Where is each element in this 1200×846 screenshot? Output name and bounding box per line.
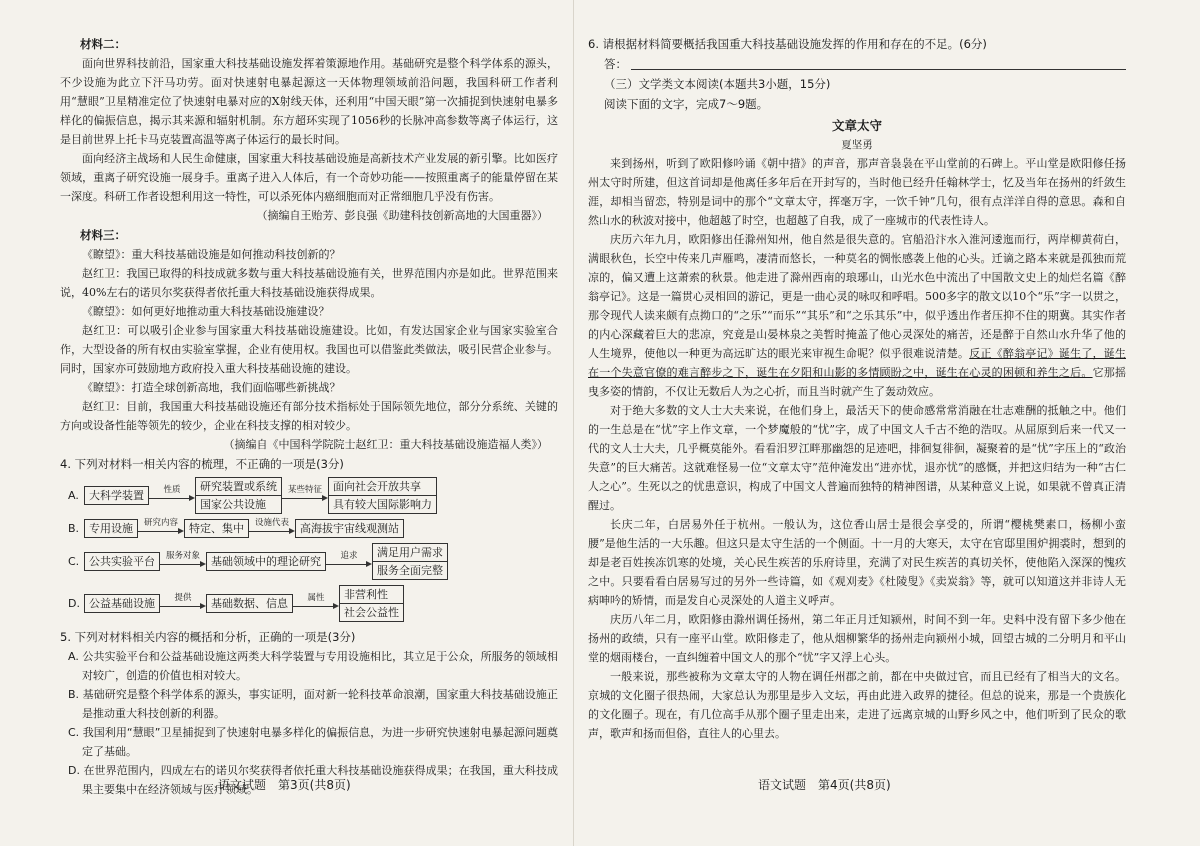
flow-box: 基础数据、信息 xyxy=(206,594,293,613)
q4-option-d xyxy=(68,585,558,622)
reading-instruction: 阅读下面的文字，完成7～9题。 xyxy=(604,97,769,111)
material-3-heading: 材料三： xyxy=(80,228,126,242)
paragraph-text: 它那摇曳多姿的情韵，不仅让无数后人为之心折，而且当时就产生了轰动效应。 xyxy=(588,366,1127,398)
answer-line xyxy=(631,68,1126,70)
article-paragraph-2 xyxy=(588,230,1126,401)
flow-box: 高海拔宇宙线观测站 xyxy=(295,519,404,538)
flow-box: 专用设施 xyxy=(84,519,138,538)
option-letter: B. xyxy=(68,522,80,535)
material-3-line-4: 赵红卫：可以吸引企业参与国家重大科技基础设施建设。比如，有发达国家企业与国家实验室合作，大型设备的所有权由实验室掌握，企业有使用权。我国也可以借鉴此类做法，吸引民营企业参与。同时，国家亦可鼓励地方政府投入重大科技基础设施的建设。 xyxy=(60,324,558,375)
q5-option-a: A. 公共实验平台和公益基础设施这两类大科学装置与专用设施相比，其立足于公众，所服务的领域相对较广，创造的价值也相对较大。 xyxy=(68,650,558,682)
q5-option-b: B. 基础研究是整个科学体系的源头，事实证明，面对新一轮科技革命浪潮，国家重大科技基础设施正是推动重大科技创新的利器。 xyxy=(68,688,558,720)
material-3-source: （摘编自《中国科学院院士赵红卫：重大科技基础设施造福人类》） xyxy=(223,438,548,451)
article-paragraph-5: 庆历八年二月，欧阳修由滁州调任扬州，第二年正月迁知颍州，时间不到一年。史料中没有留下多少他在扬州的政绩，只有一座平山堂。欧阳修走了，他从烟柳繁华的扬州走向颍州小城，回望古城的二分明月和平山堂的烟雨楼台，一直纠缠着中国文人的那个“忧”字又浮上心头。 xyxy=(588,613,1126,664)
flow-box-stack xyxy=(195,477,282,514)
page-3-footer: 语文试题 第3页(共8页) xyxy=(218,778,351,792)
arrow-icon xyxy=(249,517,295,538)
article-paragraph-1: 来到扬州，听到了欧阳修吟诵《朝中措》的声音，那声音袅袅在平山堂前的石碑上。平山堂是欧阳修任扬州太守时所建，但这首词却是他离任多年后在开封写的，当时他已经升任翰林学士，忆及当年在扬州的纤敛生涯，却相当留恋，特别是词中的那个“文章太守，挥毫万字，一饮千钟”几句，很有点洋洋自得的意思。森和自然山水的秋波对接中，他超越了时空，也超越了自我，成了一座城市的代表性诗人。 xyxy=(588,157,1126,227)
flow-box: 基础领域中的理论研究 xyxy=(206,552,326,571)
question-6: 6. 请根据材料简要概括我国重大科技基础设施发挥的作用和存在的不足。(6分) xyxy=(588,37,987,51)
option-letter: C. xyxy=(68,555,80,568)
arrow-icon xyxy=(326,550,372,571)
option-letter: A. xyxy=(68,489,79,502)
arrow-label: 性质 xyxy=(163,484,181,495)
material-2-paragraph-2: 面向经济主战场和人民生命健康，国家重大科技基础设施是高新技术产业发展的新引擎。比如医疗领域，重离子研究设施一展身手。重离子进入人体后，有一个奇妙功能——按照重离子的能量停留在某一深度。科研工作者设想利用这一特性，可以杀死体内癌细胞而对正常细胞几乎没有伤害。 xyxy=(60,152,558,203)
q6-answer-area xyxy=(604,54,1126,74)
page-4-footer: 语文试题 第4页(共8页) xyxy=(758,778,891,792)
flow-box: 公共实验平台 xyxy=(84,552,160,571)
article-title: 文章太守 xyxy=(831,118,882,133)
q4-option-a xyxy=(68,477,558,514)
answer-label: 答： xyxy=(604,57,627,71)
arrow-label: 属性 xyxy=(307,592,325,603)
article-paragraph-3: 对于绝大多数的文人士大夫来说，在他们身上，最活天下的使命感常常消融在壮志难酬的抵触之中。他们的一生总是在“忧”字上作文章，一个梦魔般的“忧”字，成了中国文人千古不绝的浩叹。从屈原到后来一代又一代的文人士大夫，几乎概莫能外。看看汨罗江畔那幽怨的足迹吧，排徊复徘徊，凝聚着的是“忧”字压上的“政治失意”的巨大痛苦。这就难怪易一位“文章太守”范仲淹发出“进亦忧，退亦忧”的感慨，并把这归结为一种“古仁人之心”。生死以之的忧患意识，构成了中国文人普遍而独特的精神图谱，从某种意义上说，如果就不曾真正清醒过。 xyxy=(588,404,1126,512)
section-3-heading: （三）文学类文本阅读(本题共3小题，15分) xyxy=(604,77,831,91)
material-2-source: （摘编自王贻芳、彭良强《助建科技创新高地的大国重器》） xyxy=(256,209,548,222)
flow-box-stack xyxy=(372,543,448,580)
flow-box: 社会公益性 xyxy=(339,604,404,622)
q4-option-c xyxy=(68,543,558,580)
arrow-label: 提供 xyxy=(174,592,192,603)
material-3-line-3: 《瞭望》：如何更好地推动重大科技基础设施建设？ xyxy=(82,305,330,318)
arrow-label: 某些特征 xyxy=(287,484,322,495)
arrow-icon xyxy=(149,484,195,505)
flow-box: 特定、集中 xyxy=(184,519,249,538)
arrow-icon xyxy=(160,550,206,571)
question-4: 4. 下列对材料一相关内容的梳理，不正确的一项是(3分) xyxy=(60,457,344,471)
arrow-icon xyxy=(293,592,339,613)
arrow-label: 研究内容 xyxy=(143,517,178,528)
arrow-label: 追求 xyxy=(340,550,358,561)
material-2-paragraph-1: 面向世界科技前沿，国家重大科技基础设施发挥着策源地作用。基础研究是整个科学体系的源头，不少设施为此立下汗马功劳。面对快速射电暴起源这一天体物理领域前沿问题，我国科研工作者利用“慧眼”卫星精准定位了快速射电暴对应的X射线天体，还利用“中国天眼”第一次捕捉到快速射电暴多样化的偏振信息，揭示其来源和辐射机制。东方超环实现了1056秒的长脉冲高参数等离子体运行，这是目前世界上托卡马克装置高温等离子体运行的最长时间。 xyxy=(60,57,558,146)
flow-box: 研究装置或系统 xyxy=(195,477,282,496)
material-3-line-1: 《瞭望》：重大科技基础设施是如何推动科技创新的？ xyxy=(82,248,341,261)
arrow-label: 服务对象 xyxy=(165,550,200,561)
paragraph-text: 庆历六年九月，欧阳修出任滁州知州，他自然是很失意的。官船沿汴水入淮河逶迤而行，两岸柳黄荷白，满眼秋色，长空中传来几声雁鸣，凄清而悠长，一种莫名的惆怅感袭上他的心头。迁谪之路本来就是孤独而荒凉的，偏又遭上这萧索的秋景。他走进了滁州西南的琅琊山，山光水色中流出了中国散文史上的灿烂名篇《醉翁亭记》。这是一篇贯心灵相回的游记，更是一曲心灵的咏叹和呼唱。500多字的散文以10个“乐”字一以贯之，那令现代人读来颇有点拗口的“之乐”“而乐”“其乐”和“之乐其乐”中，似乎透出作者压抑不住的期冀。其实作者的内心深藏着巨大的悲凉，究竟是山晏林泉之美暂时掩盖了他心灵深处的痛苦，还是醉于自然山水升华了他的人生境界，使他以一种更为高远旷达的眼光来审视生命呢？似乎很难说清楚。 xyxy=(588,233,1126,360)
flow-box-stack xyxy=(328,477,437,514)
flow-box-stack xyxy=(339,585,404,622)
arrow-icon xyxy=(138,517,184,538)
q4-option-b xyxy=(68,519,558,538)
flow-box: 大科学装置 xyxy=(84,486,149,505)
material-3-line-6: 赵红卫：目前，我国重大科技基础设施还有部分技术指标处于国际领先地位，部分分系统、关键的方向或设备性能等领先的较少，企业在科技支撑的相对较少。 xyxy=(60,400,558,432)
article-author: 夏坚勇 xyxy=(841,139,873,151)
question-5: 5. 下列对材料相关内容的概括和分析，正确的一项是(3分) xyxy=(60,630,356,644)
page-fold-divider xyxy=(573,0,574,846)
q5-option-d: D. 在世界范围内，四成左右的诺贝尔奖获得者依托重大科技基础设施获得成果；在我国，重大科技成果主要集中在经济领域与医疗领域。 xyxy=(68,764,558,796)
arrow-icon xyxy=(282,484,328,505)
page-3 xyxy=(60,34,558,799)
q5-option-c: C. 我国利用“慧眼”卫星捕捉到了快速射电暴多样化的偏振信息，为进一步研究快速射电暴起源问题奠定了基础。 xyxy=(68,726,558,758)
flow-box: 公益基础设施 xyxy=(84,594,160,613)
flow-box: 具有较大国际影响力 xyxy=(328,496,437,514)
material-2-heading: 材料二： xyxy=(80,37,126,51)
material-3-line-2: 赵红卫：我国已取得的科技成就多数与重大科技基础设施有关，世界范围内亦是如此。世界范围来说，40%左右的诺贝尔奖获得者依托重大科技基础设施获得成果。 xyxy=(60,267,558,299)
underlined-sentence: 反正《醉翁亭记》诞生了，诞生在一个失意官僚的难言醉步之下，诞生在夕阳和山影的多情顾盼之中，诞生在心灵的困顿和养生之后。 xyxy=(588,347,1126,379)
option-letter: D. xyxy=(68,597,80,610)
flow-box: 国家公共设施 xyxy=(195,496,282,514)
arrow-label: 设施代表 xyxy=(254,517,289,528)
arrow-icon xyxy=(160,592,206,613)
article-paragraph-4: 长庆二年，白居易外任于杭州。一般认为，这位香山居士是很会享受的，所谓“樱桃樊素口，杨柳小蛮腰”是他生活的一大乐趣。但这只是太守生活的一个侧面。十一月的大寒天，太守在官邸里围炉拥裘时，想到的却是老百姓挨冻饥寒的处境，关心民生疾苦的乐府诗里，充满了对民生疾苦的真切关怀，使他陷入深深的愧疚之中。只要看看白居易写过的另外一些诗篇，如《观刈麦》《杜陵叟》《卖炭翁》等，就可以知道这并非诗人无病呻吟的矫情，而是发自心灵深处的人道主义呼声。 xyxy=(588,518,1126,607)
flow-box: 满足用户需求 xyxy=(372,543,448,562)
flow-box: 面向社会开放共享 xyxy=(328,477,437,496)
article-paragraph-6: 一般来说，那些被称为文章太守的人物在调任州郡之前，都在中央做过官，而且已经有了相当大的文名。京城的文化圈子很热闹，大家总认为那里是步入文坛，再由此进入政界的捷径。但总的说来，那是一个贵族化的文化圈子。现在，有几位高手从那个圈子里走出来，走进了远离京城的山野乡风之中，他们听到了民众的歌声，歌声和扬而但俗，直往人的心里去。 xyxy=(588,670,1126,740)
flow-box: 服务全面完整 xyxy=(372,562,448,580)
material-3-line-5: 《瞭望》：打造全球创新高地，我们面临哪些新挑战？ xyxy=(82,381,341,394)
flow-box: 非营利性 xyxy=(339,585,404,604)
page-4 xyxy=(588,34,1126,743)
